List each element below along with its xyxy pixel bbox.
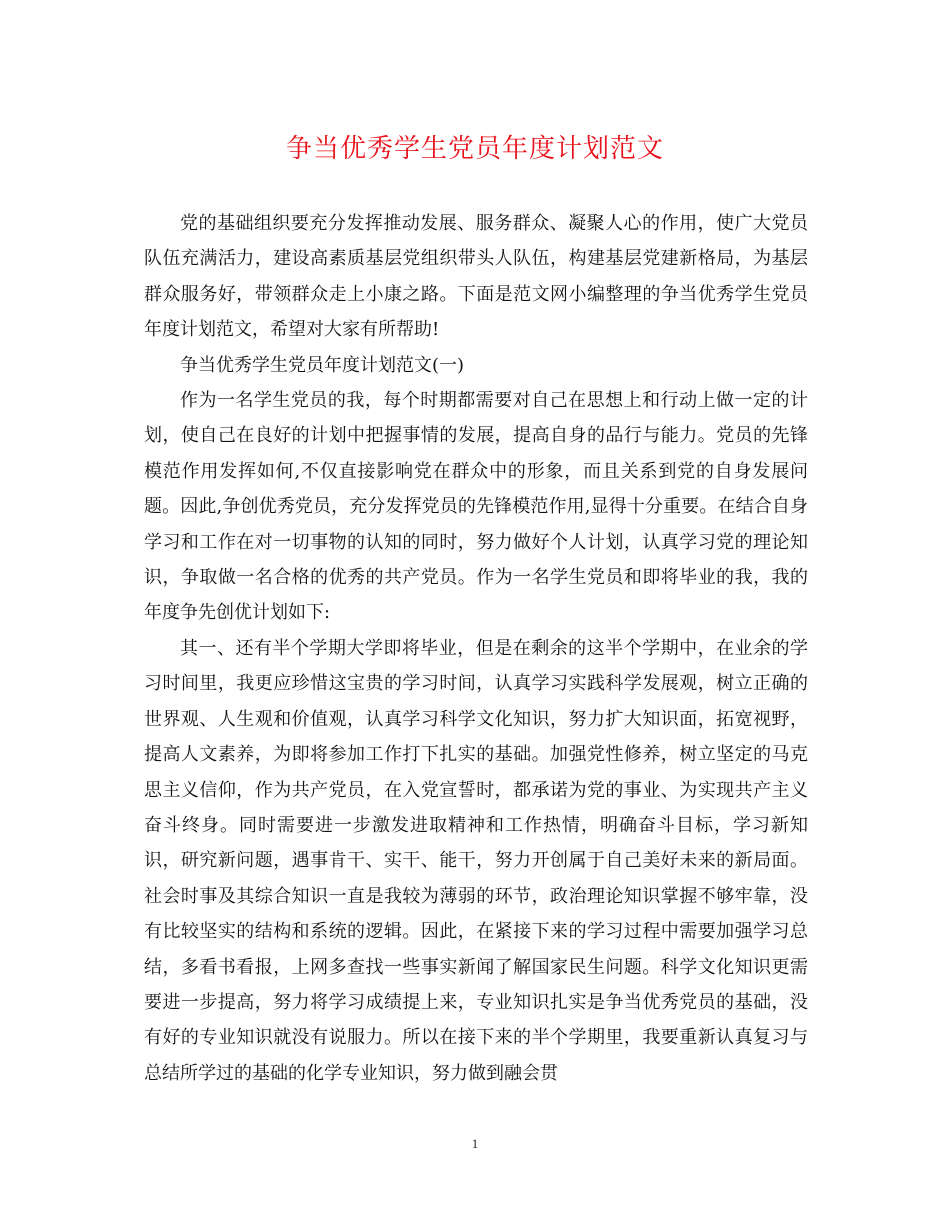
body-paragraph: 其一、还有半个学期大学即将毕业，但是在剩余的这半个学期中，在业余的学习时间里，我更应珍惜这宝贵的学习时间，认真学习实践科学发展观，树立正确的世界观、人生观和价值观，认真学习科学文化知识，努力扩大知识面，拓宽视野，提高人文素养，为即将参加工作打下扎实的基础。加强党性修养，树立坚定的马克思主义信仰，作为共产党员，在入党宣誓时，都承诺为党的事业、为实现共产主义奋斗终身。同时需要进一步激发进取精神和工作热情，明确奋斗目标，学习新知识，研究新问题，遇事肯干、实干、能干，努力开创属于自己美好未来的新局面。社会时事及其综合知识一直是我较为薄弱的环节，政治理论知识掌握不够牢靠，没有比较坚实的结构和系统的逻辑。因此，在紧接下来的学习过程中需要加强学习总结，多看书看报，上网多查找一些事实新闻了解国家民生问题。科学文化知识更需要进一步提高，努力将学习成绩提上来，专业知识扎实是争当优秀党员的基础，没有好的专业知识就没有说服力。所以在接下来的半个学期里，我要重新认真复习与总结所学过的基础的化学专业知识，努力做到融会贯 bbox=[144, 637, 808, 1084]
section-heading: 争当优秀学生党员年度计划范文(一) bbox=[180, 354, 465, 376]
page-number: 1 bbox=[471, 1136, 479, 1151]
document-title: 争当优秀学生党员年度计划范文 bbox=[285, 134, 664, 164]
body-paragraph: 作为一名学生党员的我，每个时期都需要对自己在思想上和行动上做一定的计划，使自己在良好的计划中把握事情的发展，提高自身的品行与能力。党员的先锋模范作用发挥如何,不仅直接影响党在群众中的形象，而且关系到党的自身发展问题。因此,争创优秀党员，充分发挥党员的先锋模范作用,显得十分重要。在结合自身学习和工作在对一切事物的认知的同时，努力做好个人计划，认真学习党的理论知识，争取做一名合格的优秀的共产党员。作为一名学生党员和即将毕业的我，我的年度争先创优计划如下: bbox=[144, 390, 808, 624]
intro-paragraph: 党的基础组织要充分发挥推动发展、服务群众、凝聚人心的作用，使广大党员队伍充满活力，建设高素质基层党组织带头人队伍，构建基层党建新格局，为基层群众服务好，带领群众走上小康之路。下面是范文网小编整理的争当优秀学生党员年度计划范文，希望对大家有所帮助! bbox=[144, 213, 808, 341]
document-body bbox=[144, 206, 808, 1091]
